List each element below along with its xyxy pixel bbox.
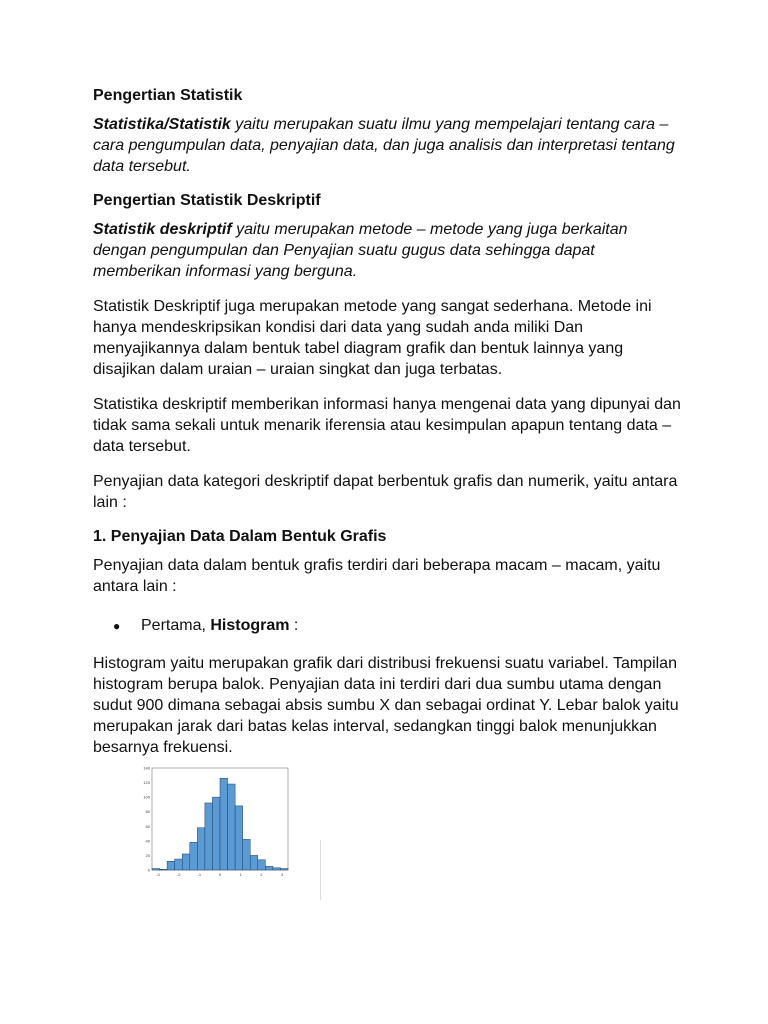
histogram-bar (182, 854, 190, 870)
histogram-chart (135, 764, 295, 880)
x-tick-label: 3 (280, 872, 284, 877)
paragraph-metode: Statistik Deskriptif juga merupakan metode yang sangat sederhana. Metode ini hanya mendeskripsikan kondisi dari data yang sudah anda miliki Dan menyajikannya dalam bentuk tabel diagram grafik dan bentuk lainnya yang disajikan dalam uraian – uraian singkat dan juga terbatas. (93, 298, 652, 378)
histogram-bar (220, 778, 228, 870)
term-statistik-deskriptif: Statistik deskriptif (93, 221, 232, 238)
y-tick-label: 120 (143, 780, 150, 786)
paragraph-histogram: Histogram yaitu merupakan grafik dari distribusi frekuensi suatu variabel. Tampilan histogram berupa balok. Penyajian data ini terdiri dari dua sumbu utama dengan sudut 900 dimana sebagai absis sumbu X dan sebagai ordinat Y. Lebar balok yaitu merupakan jarak dari batas kelas interval, sedangkan tinggi balok menunjukkan besarnya frekuensi. (93, 655, 679, 756)
histogram-bar (243, 839, 251, 870)
y-tick-label: 60 (145, 823, 150, 829)
x-tick-label: -3 (156, 872, 160, 877)
paragraph-definition (93, 114, 683, 177)
bullet-prefix: Pertama, (141, 617, 211, 634)
heading-pengertian-statistik: Pengertian Statistik (93, 87, 243, 104)
heading-statistik-deskriptif: Pengertian Statistik Deskriptif (93, 192, 321, 209)
divider-line (320, 840, 321, 900)
x-tick-label: 1 (239, 872, 242, 877)
paragraph-deskriptif-definition (93, 219, 683, 282)
histogram-bar (197, 828, 205, 870)
y-tick-label: 100 (143, 794, 150, 800)
y-tick-label: 80 (145, 809, 150, 815)
histogram-bar (205, 803, 213, 870)
list-item-histogram (113, 615, 683, 637)
y-tick-label: 140 (143, 765, 150, 771)
histogram-bar (175, 859, 183, 870)
paragraph-informasi: Statistika deskriptif memberikan informasi hanya mengenai data yang dipunyai dan tidak sama sekali untuk menarik iferensia atau kesimpulan apapun tentang data – data tersebut. (93, 396, 681, 455)
bullet-suffix: : (289, 617, 299, 634)
histogram-bar (152, 869, 160, 870)
bullet-histogram: Histogram (210, 617, 290, 634)
histogram-bar (235, 806, 243, 870)
histogram-bar (250, 855, 258, 870)
document-page (93, 86, 683, 772)
histogram-bar (212, 797, 220, 870)
x-tick-label: -2 (176, 872, 181, 877)
x-tick-label: -1 (197, 872, 202, 877)
deskriptif-definition-text: yaitu merupakan metode – metode yang juga berkaitan dengan pengumpulan dan Penyajian suatu gugus data sehingga dapat memberikan informasi yang berguna. (93, 221, 628, 280)
x-tick-label: 0 (218, 872, 222, 877)
y-tick-label: 20 (145, 852, 150, 858)
definition-text: yaitu merupakan suatu ilmu yang mempelajari tentang cara – cara pengumpulan data, penyajian data, dan juga analisis dan interpretasi tentang data tersebut. (93, 116, 675, 175)
paragraph-penyajian: Penyajian data kategori deskriptif dapat berbentuk grafis dan numerik, yaitu antara lain : (93, 473, 678, 511)
y-tick-label: 0 (147, 867, 150, 873)
paragraph-macam: Penyajian data dalam bentuk grafis terdiri dari beberapa macam – macam, yaitu antara lain : (93, 557, 661, 595)
histogram-bar (167, 861, 175, 870)
y-tick-label: 40 (145, 838, 150, 844)
bullet-dot-icon: ● (113, 619, 121, 633)
histogram-bar (265, 866, 273, 870)
histogram-bar (160, 869, 168, 870)
histogram-svg (135, 764, 295, 880)
histogram-bar (228, 784, 236, 870)
histogram-bar (258, 860, 266, 870)
heading-penyajian-grafis: 1. Penyajian Data Dalam Bentuk Grafis (93, 528, 387, 545)
histogram-bar (280, 869, 288, 870)
term-statistika: Statistika/Statistik (93, 116, 231, 133)
histogram-bar (190, 842, 198, 870)
x-tick-label: 2 (260, 872, 263, 877)
histogram-bar (273, 868, 281, 870)
